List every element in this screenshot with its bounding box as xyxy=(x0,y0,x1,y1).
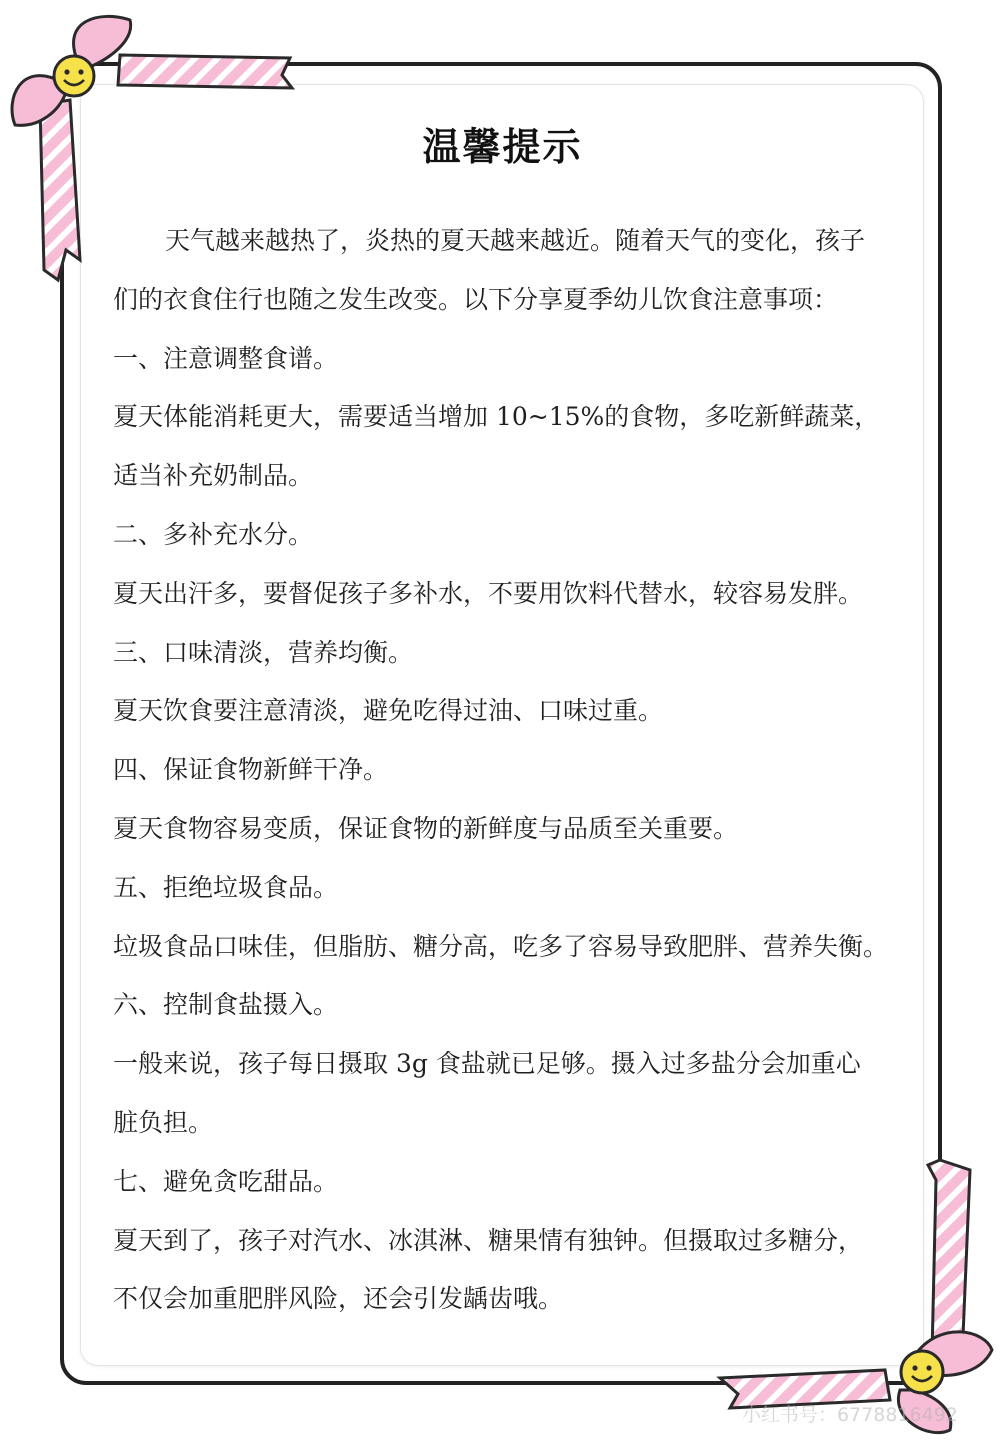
smiley-icon xyxy=(901,1351,943,1393)
text-line: 脏负担。 xyxy=(113,1107,214,1137)
text-line: 一、注意调整食谱。 xyxy=(113,343,339,373)
text-line: 一般来说，孩子每日摄取 3g 食盐就已足够。摄入过多盐分会加重心 xyxy=(113,1049,861,1079)
smiley-icon xyxy=(54,56,94,96)
text-line: 们的衣食住行也随之发生改变。以下分享夏季幼儿饮食注意事项： xyxy=(113,284,839,314)
text-line: 四、保证食物新鲜干净。 xyxy=(113,755,389,785)
text-line: 夏天饮食要注意清淡，避免吃得过油、口味过重。 xyxy=(113,696,664,726)
watermark-text: 小红书号：6778816492 xyxy=(742,1404,958,1426)
text-line: 垃圾食品口味佳，但脂肪、糖分高，吃多了容易导致肥胖、营养失衡。 xyxy=(113,931,889,961)
text-line: 夏天到了，孩子对汽水、冰淇淋、糖果情有独钟。但摄取过多糖分， xyxy=(113,1225,864,1255)
text-line: 七、避免贪吃甜品。 xyxy=(113,1166,339,1196)
text-line: 天气越来越热了，炎热的夏天越来越近。随着天气的变化，孩子 xyxy=(165,226,866,255)
text-line: 三、口味清淡，营养均衡。 xyxy=(113,637,414,667)
text-line: 夏天食物容易变质，保证食物的新鲜度与品质至关重要。 xyxy=(113,813,739,843)
text-line: 二、多补充水分。 xyxy=(113,519,314,549)
text-line: 六、控制食盐摄入。 xyxy=(113,990,339,1020)
page-title: 温馨提示 xyxy=(422,125,583,169)
text-line: 适当补充奶制品。 xyxy=(113,461,314,491)
text-line: 五、拒绝垃圾食品。 xyxy=(113,872,339,902)
text-line: 夏天体能消耗更大，需要适当增加 10~15%的食物，多吃新鲜蔬菜， xyxy=(113,402,880,432)
text-line: 夏天出汗多，要督促孩子多补水，不要用饮料代替水，较容易发胖。 xyxy=(113,578,864,608)
tips-body xyxy=(113,212,903,1329)
text-line: 不仅会加重肥胖风险，还会引发龋齿哦。 xyxy=(113,1284,564,1314)
